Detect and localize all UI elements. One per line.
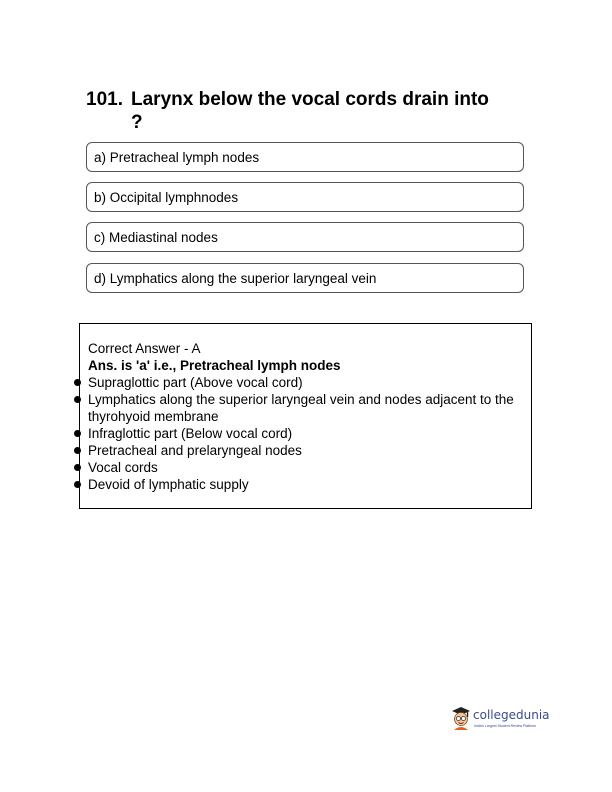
logo-tagline: India's Largest Student Review Platform bbox=[474, 724, 537, 728]
option-b[interactable]: b) Occipital lymphnodes bbox=[86, 182, 524, 212]
bullet-icon bbox=[74, 379, 81, 386]
list-item: Lymphatics along the superior laryngeal vein and nodes adjacent to the thyrohyoid membrane bbox=[80, 391, 531, 425]
graduate-mascot-icon bbox=[451, 705, 471, 731]
question-line-1 bbox=[86, 88, 526, 111]
logo-text: collegedunia bbox=[473, 708, 550, 722]
question-text-continued: ? bbox=[131, 112, 143, 133]
bullet-icon bbox=[74, 447, 81, 454]
list-item: Devoid of lymphatic supply bbox=[80, 476, 531, 493]
question-number: 101. bbox=[86, 89, 123, 110]
collegedunia-logo[interactable] bbox=[451, 704, 550, 734]
answer-box bbox=[79, 323, 532, 509]
list-item: Supraglottic part (Above vocal cord) bbox=[80, 374, 531, 391]
bullet-icon bbox=[74, 430, 81, 437]
list-item: Vocal cords bbox=[80, 459, 531, 476]
bullet-icon bbox=[74, 396, 81, 403]
explanation-list bbox=[80, 374, 531, 493]
list-item: Infraglottic part (Below vocal cord) bbox=[80, 425, 531, 442]
bullet-icon bbox=[74, 464, 81, 471]
option-a[interactable]: a) Pretracheal lymph nodes bbox=[86, 142, 524, 172]
option-d[interactable]: d) Lymphatics along the superior laryngeal vein bbox=[86, 263, 524, 293]
question-heading bbox=[86, 88, 526, 134]
list-item: Pretracheal and prelaryngeal nodes bbox=[80, 442, 531, 459]
bullet-icon bbox=[74, 481, 81, 488]
option-c[interactable]: c) Mediastinal nodes bbox=[86, 222, 524, 252]
question-text: Larynx below the vocal cords drain into bbox=[131, 89, 489, 110]
correct-answer-label: Correct Answer - A bbox=[88, 341, 201, 356]
answer-title: Ans. is 'a' i.e., Pretracheal lymph nodes bbox=[88, 358, 341, 373]
